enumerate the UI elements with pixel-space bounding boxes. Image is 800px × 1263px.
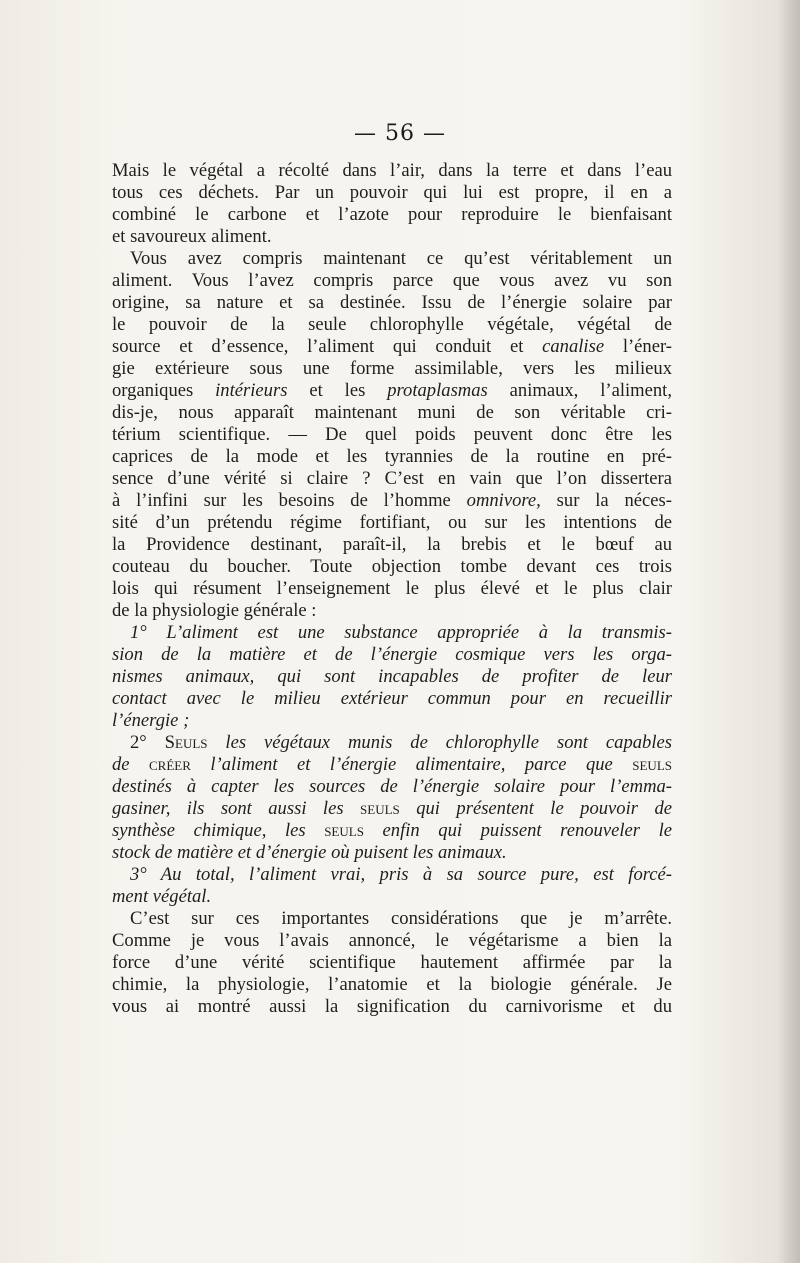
text-line: sité d’un prétendu régime fortifiant, ou sur les intentions de xyxy=(112,512,672,533)
text-line: synthèse chimique, les seuls enfin qui puissent renouveler le xyxy=(112,820,672,841)
text-line: source et d’essence, l’aliment qui conduit et canalise l’éner- xyxy=(112,336,672,357)
page-edge-shadow xyxy=(778,0,800,1263)
text-line: organiques intérieurs et les protaplasmas animaux, l’aliment, xyxy=(112,380,672,401)
text-line: C’est sur ces importantes considérations que je m’arrête. xyxy=(130,908,672,929)
text-line: 1° L’aliment est une substance appropriée à la transmis- xyxy=(130,622,672,643)
text-line: l’énergie ; xyxy=(112,710,190,731)
text-line: origine, sa nature et sa destinée. Issu de l’énergie solaire par xyxy=(112,292,672,313)
small-caps: seuls xyxy=(360,798,400,819)
small-caps: seuls xyxy=(324,820,364,841)
text-line: 2° Seuls les végétaux munis de chlorophylle sont capables xyxy=(130,732,672,753)
text-line: lois qui résument l’enseignement le plus élevé et le plus clair xyxy=(112,578,672,599)
text-line: contact avec le milieu extérieur commun pour en recueillir xyxy=(112,688,672,709)
text-line: térium scientifique. — De quel poids peuvent donc être les xyxy=(112,424,672,445)
small-caps: seuls xyxy=(632,754,672,775)
text-line: sion de la matière et de l’énergie cosmique vers les orga- xyxy=(112,644,672,665)
text-line: 3° Au total, l’aliment vrai, pris à sa source pure, est forcé- xyxy=(130,864,672,885)
text-line: sence d’une vérité si claire ? C’est en vain que l’on dissertera xyxy=(112,468,672,489)
text-line: destinés à capter les sources de l’énergie solaire pour l’emma- xyxy=(112,776,672,797)
text-line: dis-je, nous apparaît maintenant muni de son véritable cri- xyxy=(112,402,672,423)
text-line: gasiner, ils sont aussi les seuls qui présentent le pouvoir de xyxy=(112,798,672,819)
page-number: — 56 — xyxy=(354,121,446,146)
text-line: couteau du boucher. Toute objection tombe devant ces trois xyxy=(112,556,672,577)
text-line: le pouvoir de la seule chlorophylle végétale, végétal de xyxy=(112,314,672,335)
text-line: caprices de la mode et les tyrannies de la routine en pré- xyxy=(112,446,672,467)
text-line: gie extérieure sous une forme assimilable, vers les milieux xyxy=(112,358,672,379)
text-line: tous ces déchets. Par un pouvoir qui lui est propre, il en a xyxy=(112,182,672,203)
text-line: de la physiologie générale : xyxy=(112,600,317,621)
text-line: aliment. Vous l’avez compris parce que vous avez vu son xyxy=(112,270,672,291)
text-line: de créer l’aliment et l’énergie alimentaire, parce que seuls xyxy=(112,754,672,775)
text-line: à l’infini sur les besoins de l’homme omnivore, sur la néces- xyxy=(112,490,672,511)
text-line: combiné le carbone et l’azote pour reproduire le bienfaisant xyxy=(112,204,672,225)
text-line: Comme je vous l’avais annoncé, le végétarisme a bien la xyxy=(112,930,672,951)
small-caps: créer xyxy=(149,754,191,775)
text-line: force d’une vérité scientifique hautement affirmée par la xyxy=(112,952,672,973)
emphasis: omnivore, xyxy=(466,490,541,511)
emphasis: intérieurs xyxy=(215,380,288,401)
text-line: et savoureux aliment. xyxy=(112,226,272,247)
text-line: ment végétal. xyxy=(112,886,212,907)
small-caps: Seuls xyxy=(164,732,208,753)
text-line: stock de matière et d’énergie où puisent les animaux. xyxy=(112,842,507,863)
body-text xyxy=(112,160,672,1018)
emphasis: canalise xyxy=(542,336,605,357)
text-line: chimie, la physiologie, l’anatomie et la biologie générale. Je xyxy=(112,974,672,995)
text-line: la Providence destinant, paraît-il, la brebis et le bœuf au xyxy=(112,534,672,555)
text-line: vous ai montré aussi la signification du carnivorisme et du xyxy=(112,996,672,1017)
text-line: Vous avez compris maintenant ce qu’est véritablement un xyxy=(130,248,672,269)
text-line: Mais le végétal a récolté dans l’air, dans la terre et dans l’eau xyxy=(112,160,672,181)
text-line: nismes animaux, qui sont incapables de profiter de leur xyxy=(112,666,672,687)
emphasis: protaplasmas xyxy=(387,380,488,401)
